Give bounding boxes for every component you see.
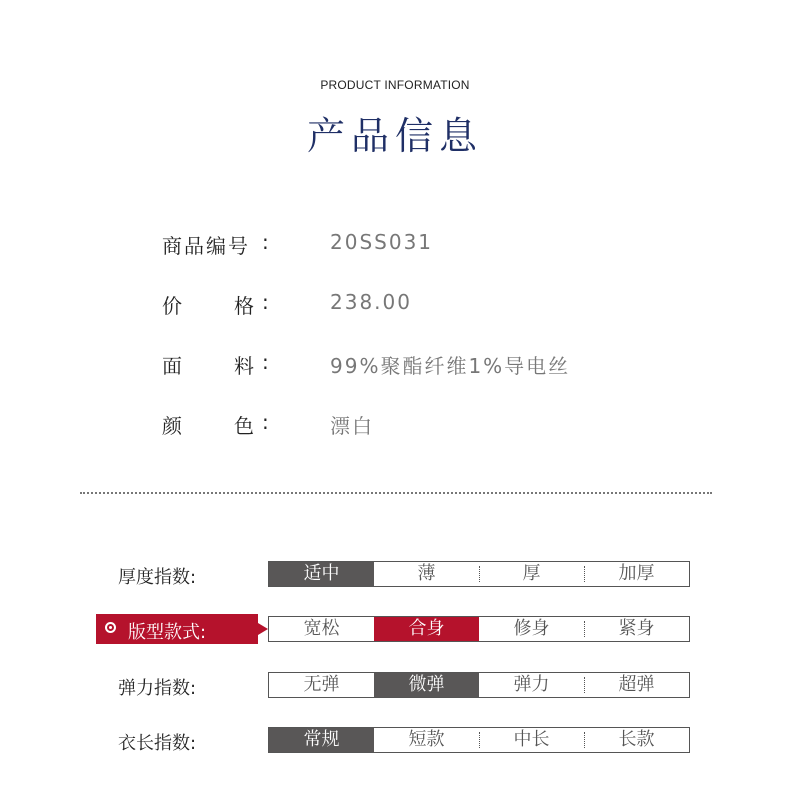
header-en-title: PRODUCT INFORMATION [320, 78, 470, 92]
fabric-label-char-1: 面 [162, 354, 184, 378]
length-option[interactable]: 短款 [408, 729, 445, 750]
fit-label: 版型款式: [128, 622, 207, 643]
thickness-option[interactable]: 适中 [269, 562, 374, 586]
length-option[interactable]: 中长 [479, 728, 584, 752]
color-label-char-1: 颜 [162, 414, 184, 438]
info-row-color [162, 410, 682, 440]
elasticity-scale [268, 672, 690, 698]
fit-option[interactable]: 宽松 [303, 618, 340, 639]
dotted-divider [80, 492, 712, 494]
info-row-price [162, 290, 682, 320]
fabric-value: 99%聚酯纤维1%导电丝 [330, 354, 571, 378]
arrow-right-icon [258, 623, 268, 635]
info-row-fabric [162, 350, 682, 380]
fabric-label-char-2: 料 [234, 354, 256, 378]
fit-option[interactable]: 修身 [513, 618, 550, 639]
scale-row-length [0, 727, 790, 753]
elasticity-label: 弹力指数: [118, 678, 197, 699]
scale-row-fit [0, 616, 790, 642]
target-circle-icon [105, 622, 116, 633]
fabric-colon: : [262, 350, 269, 374]
elasticity-option[interactable]: 无弹 [303, 674, 340, 695]
info-row-item-no [162, 230, 682, 260]
scale-row-thickness [0, 561, 790, 587]
color-value: 漂白 [330, 414, 374, 438]
thickness-option[interactable]: 加厚 [584, 562, 689, 586]
item-no-value: 20SS031 [330, 230, 434, 254]
price-colon: : [262, 290, 269, 314]
thickness-option[interactable]: 厚 [479, 562, 584, 586]
fit-option[interactable]: 紧身 [584, 617, 689, 641]
thickness-scale [268, 561, 690, 587]
length-option[interactable]: 长款 [584, 728, 689, 752]
elasticity-option[interactable]: 微弹 [374, 673, 479, 697]
fit-scale [268, 616, 690, 642]
price-label [162, 290, 256, 319]
thickness-option[interactable]: 薄 [417, 563, 436, 584]
color-label [162, 410, 256, 439]
length-label: 衣长指数: [118, 733, 197, 754]
thickness-label: 厚度指数: [118, 567, 197, 588]
color-label-char-2: 色 [234, 414, 256, 438]
scale-row-elasticity [0, 672, 790, 698]
price-label-char-1: 价 [162, 294, 184, 318]
color-colon: : [262, 410, 269, 434]
price-label-char-2: 格 [234, 294, 256, 318]
item-no-label: 商品编号 [162, 234, 250, 258]
elasticity-option[interactable]: 弹力 [513, 674, 550, 695]
item-no-colon: : [262, 230, 269, 254]
page-title: 产品信息 [306, 114, 483, 158]
price-value: 238.00 [330, 290, 412, 314]
length-option[interactable]: 常规 [269, 728, 374, 752]
elasticity-option[interactable]: 超弹 [584, 673, 689, 697]
fabric-label [162, 350, 256, 379]
fit-option[interactable]: 合身 [374, 617, 479, 641]
fit-highlight-tag [96, 614, 258, 644]
length-scale [268, 727, 690, 753]
